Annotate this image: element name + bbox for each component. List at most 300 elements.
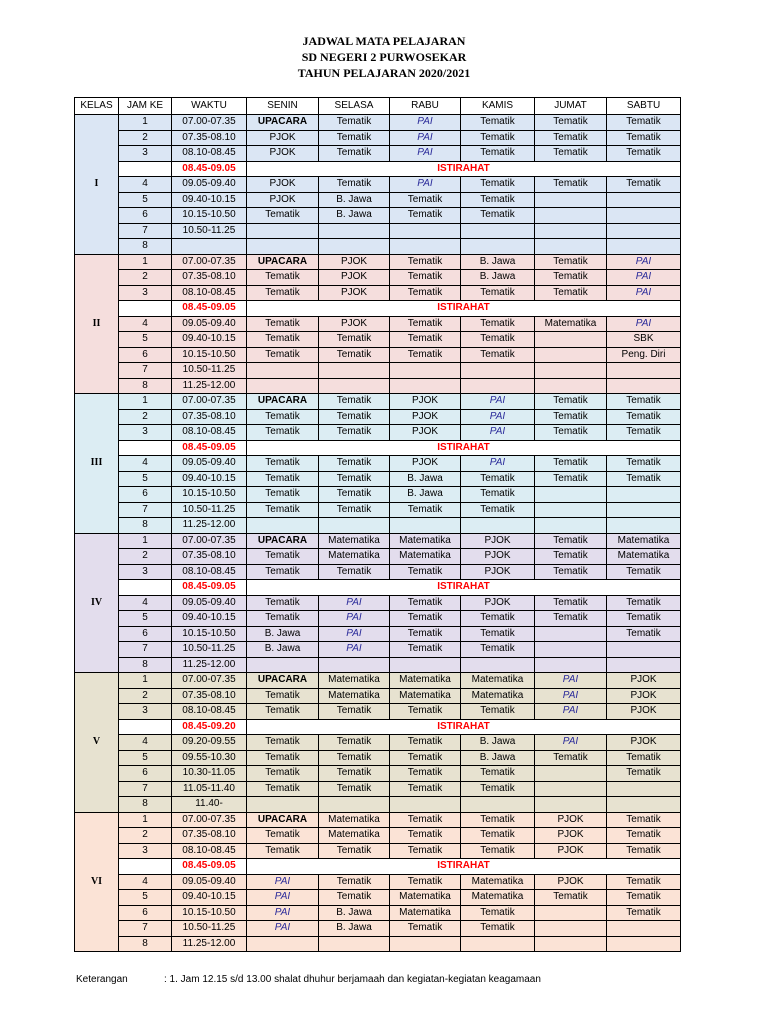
subject-cell-selasa bbox=[319, 936, 390, 952]
time-cell: 09.55-10.30 bbox=[172, 750, 247, 766]
table-row bbox=[75, 595, 681, 611]
time-cell: 07.00-07.35 bbox=[172, 812, 247, 828]
subject-cell-kamis: PJOK bbox=[461, 533, 535, 549]
time-cell: 07.00-07.35 bbox=[172, 115, 247, 131]
table-row bbox=[75, 115, 681, 131]
jam-cell: 7 bbox=[119, 781, 172, 797]
subject-cell-selasa: B. Jawa bbox=[319, 905, 390, 921]
jam-cell: 6 bbox=[119, 626, 172, 642]
subject-cell-rabu: PAI bbox=[390, 146, 461, 162]
subject-cell-rabu: PJOK bbox=[390, 456, 461, 472]
time-cell: 10.30-11.05 bbox=[172, 766, 247, 782]
jam-cell: 4 bbox=[119, 735, 172, 751]
subject-cell-kamis bbox=[461, 936, 535, 952]
header-row bbox=[75, 98, 681, 115]
title-line-1: JADWAL MATA PELAJARAN bbox=[302, 34, 466, 48]
subject-cell-kamis: Tematik bbox=[461, 115, 535, 131]
subject-cell-senin: Tematik bbox=[247, 688, 319, 704]
jam-cell: 4 bbox=[119, 177, 172, 193]
subject-cell-rabu: Tematik bbox=[390, 874, 461, 890]
subject-cell-kamis: Tematik bbox=[461, 921, 535, 937]
subject-cell-selasa: Tematik bbox=[319, 394, 390, 410]
subject-cell-kamis: PAI bbox=[461, 394, 535, 410]
table-row bbox=[75, 797, 681, 813]
subject-cell-rabu: Matematika bbox=[390, 688, 461, 704]
table-row bbox=[75, 456, 681, 472]
break-label: ISTIRAHAT bbox=[247, 440, 681, 456]
subject-cell-selasa: Tematik bbox=[319, 130, 390, 146]
break-time: 08.45-09.05 bbox=[172, 301, 247, 317]
time-cell: 07.00-07.35 bbox=[172, 673, 247, 689]
subject-cell-kamis: Tematik bbox=[461, 812, 535, 828]
subject-cell-sabtu: PAI bbox=[607, 270, 681, 286]
subject-cell-senin bbox=[247, 657, 319, 673]
subject-cell-senin bbox=[247, 797, 319, 813]
subject-cell-senin: Tematik bbox=[247, 285, 319, 301]
jam-cell: 3 bbox=[119, 704, 172, 720]
subject-cell-senin: PJOK bbox=[247, 146, 319, 162]
break-time: 08.45-09.20 bbox=[172, 719, 247, 735]
time-cell: 10.50-11.25 bbox=[172, 502, 247, 518]
subject-cell-jumat: Matematika bbox=[535, 316, 607, 332]
subject-cell-senin: UPACARA bbox=[247, 533, 319, 549]
table-row bbox=[75, 812, 681, 828]
jam-cell: 5 bbox=[119, 192, 172, 208]
subject-cell-rabu: Matematika bbox=[390, 673, 461, 689]
subject-cell-kamis: Tematik bbox=[461, 208, 535, 224]
jam-cell: 7 bbox=[119, 642, 172, 658]
subject-cell-selasa: Matematika bbox=[319, 688, 390, 704]
table-row bbox=[75, 332, 681, 348]
time-cell: 10.15-10.50 bbox=[172, 208, 247, 224]
subject-cell-jumat: Tematik bbox=[535, 409, 607, 425]
subject-cell-selasa: Matematika bbox=[319, 549, 390, 565]
break-time: 08.45-09.05 bbox=[172, 580, 247, 596]
subject-cell-sabtu bbox=[607, 363, 681, 379]
subject-cell-senin: Tematik bbox=[247, 487, 319, 503]
break-row bbox=[75, 440, 681, 456]
schedule-body bbox=[75, 115, 681, 952]
subject-cell-rabu: Tematik bbox=[390, 921, 461, 937]
jam-cell bbox=[119, 580, 172, 596]
subject-cell-jumat: Tematik bbox=[535, 533, 607, 549]
table-row bbox=[75, 177, 681, 193]
time-cell: 07.35-08.10 bbox=[172, 688, 247, 704]
time-cell: 07.00-07.35 bbox=[172, 533, 247, 549]
subject-cell-jumat: PAI bbox=[535, 735, 607, 751]
subject-cell-selasa: PAI bbox=[319, 611, 390, 627]
subject-cell-rabu: Tematik bbox=[390, 642, 461, 658]
subject-cell-senin: Tematik bbox=[247, 781, 319, 797]
jam-cell bbox=[119, 301, 172, 317]
subject-cell-jumat bbox=[535, 626, 607, 642]
subject-cell-rabu: PAI bbox=[390, 130, 461, 146]
subject-cell-senin: PJOK bbox=[247, 192, 319, 208]
subject-cell-kamis: PJOK bbox=[461, 564, 535, 580]
subject-cell-rabu: PAI bbox=[390, 177, 461, 193]
subject-cell-selasa: PAI bbox=[319, 626, 390, 642]
subject-cell-jumat bbox=[535, 223, 607, 239]
table-row bbox=[75, 657, 681, 673]
subject-cell-sabtu: Tematik bbox=[607, 595, 681, 611]
jam-cell: 4 bbox=[119, 595, 172, 611]
subject-cell-sabtu bbox=[607, 921, 681, 937]
subject-cell-selasa: Tematik bbox=[319, 332, 390, 348]
subject-cell-jumat: Tematik bbox=[535, 285, 607, 301]
subject-cell-rabu: Tematik bbox=[390, 843, 461, 859]
table-row bbox=[75, 130, 681, 146]
table-row bbox=[75, 781, 681, 797]
time-cell: 09.40-10.15 bbox=[172, 890, 247, 906]
subject-cell-rabu: Tematik bbox=[390, 611, 461, 627]
subject-cell-senin: Tematik bbox=[247, 409, 319, 425]
subject-cell-sabtu: PJOK bbox=[607, 688, 681, 704]
jam-cell: 3 bbox=[119, 425, 172, 441]
subject-cell-sabtu: Matematika bbox=[607, 533, 681, 549]
subject-cell-sabtu bbox=[607, 936, 681, 952]
subject-cell-kamis: Tematik bbox=[461, 502, 535, 518]
subject-cell-kamis bbox=[461, 518, 535, 534]
subject-cell-rabu bbox=[390, 797, 461, 813]
subject-cell-jumat: Tematik bbox=[535, 549, 607, 565]
subject-cell-selasa: PJOK bbox=[319, 254, 390, 270]
subject-cell-selasa: PJOK bbox=[319, 316, 390, 332]
table-row bbox=[75, 564, 681, 580]
subject-cell-sabtu bbox=[607, 223, 681, 239]
subject-cell-kamis: PAI bbox=[461, 409, 535, 425]
subject-cell-rabu: Tematik bbox=[390, 332, 461, 348]
subject-cell-senin: Tematik bbox=[247, 208, 319, 224]
class-label: III bbox=[75, 394, 119, 534]
header-senin: SENIN bbox=[247, 98, 319, 115]
subject-cell-rabu: Tematik bbox=[390, 735, 461, 751]
time-cell: 10.50-11.25 bbox=[172, 363, 247, 379]
subject-cell-selasa: Matematika bbox=[319, 828, 390, 844]
subject-cell-sabtu: Tematik bbox=[607, 409, 681, 425]
subject-cell-selasa: Tematik bbox=[319, 704, 390, 720]
table-row bbox=[75, 750, 681, 766]
subject-cell-kamis: Tematik bbox=[461, 781, 535, 797]
subject-cell-jumat: Tematik bbox=[535, 130, 607, 146]
jam-cell: 6 bbox=[119, 347, 172, 363]
subject-cell-rabu: Tematik bbox=[390, 828, 461, 844]
subject-cell-sabtu: Tematik bbox=[607, 471, 681, 487]
subject-cell-jumat bbox=[535, 642, 607, 658]
subject-cell-kamis: Tematik bbox=[461, 192, 535, 208]
jam-cell: 5 bbox=[119, 471, 172, 487]
subject-cell-rabu: Tematik bbox=[390, 192, 461, 208]
subject-cell-sabtu: PJOK bbox=[607, 735, 681, 751]
header-sabtu: SABTU bbox=[607, 98, 681, 115]
time-cell: 09.40-10.15 bbox=[172, 611, 247, 627]
subject-cell-rabu: Tematik bbox=[390, 704, 461, 720]
subject-cell-selasa: B. Jawa bbox=[319, 921, 390, 937]
break-label: ISTIRAHAT bbox=[247, 161, 681, 177]
jam-cell: 4 bbox=[119, 456, 172, 472]
subject-cell-senin: Tematik bbox=[247, 564, 319, 580]
footnote-label: Keterangan bbox=[76, 974, 128, 985]
jam-cell bbox=[119, 161, 172, 177]
subject-cell-rabu: B. Jawa bbox=[390, 471, 461, 487]
footnote-text: : 1. Jam 12.15 s/d 13.00 shalat dhuhur berjamaah dan kegiatan-kegiatan keagamaan bbox=[164, 974, 541, 985]
subject-cell-selasa: Matematika bbox=[319, 673, 390, 689]
subject-cell-sabtu bbox=[607, 642, 681, 658]
subject-cell-selasa: Tematik bbox=[319, 564, 390, 580]
table-row bbox=[75, 518, 681, 534]
jam-cell: 1 bbox=[119, 394, 172, 410]
subject-cell-selasa bbox=[319, 797, 390, 813]
subject-cell-jumat: PJOK bbox=[535, 843, 607, 859]
subject-cell-kamis: Tematik bbox=[461, 347, 535, 363]
subject-cell-sabtu bbox=[607, 518, 681, 534]
table-row bbox=[75, 409, 681, 425]
subject-cell-selasa: Matematika bbox=[319, 533, 390, 549]
class-label: VI bbox=[75, 812, 119, 952]
subject-cell-sabtu bbox=[607, 797, 681, 813]
subject-cell-senin: PAI bbox=[247, 921, 319, 937]
subject-cell-rabu bbox=[390, 518, 461, 534]
subject-cell-kamis: Tematik bbox=[461, 642, 535, 658]
table-row bbox=[75, 316, 681, 332]
time-cell: 08.10-08.45 bbox=[172, 564, 247, 580]
subject-cell-selasa bbox=[319, 518, 390, 534]
table-row bbox=[75, 905, 681, 921]
subject-cell-senin: Tematik bbox=[247, 843, 319, 859]
subject-cell-selasa: Tematik bbox=[319, 487, 390, 503]
time-cell: 09.05-09.40 bbox=[172, 456, 247, 472]
subject-cell-selasa: Tematik bbox=[319, 177, 390, 193]
subject-cell-selasa: PJOK bbox=[319, 285, 390, 301]
subject-cell-sabtu: Tematik bbox=[607, 425, 681, 441]
subject-cell-kamis bbox=[461, 223, 535, 239]
jam-cell: 3 bbox=[119, 843, 172, 859]
table-row bbox=[75, 239, 681, 255]
subject-cell-selasa: Tematik bbox=[319, 347, 390, 363]
subject-cell-kamis: PAI bbox=[461, 425, 535, 441]
subject-cell-rabu: Tematik bbox=[390, 347, 461, 363]
subject-cell-jumat: Tematik bbox=[535, 595, 607, 611]
break-label: ISTIRAHAT bbox=[247, 301, 681, 317]
subject-cell-sabtu: Tematik bbox=[607, 564, 681, 580]
header-kelas: KELAS bbox=[75, 98, 119, 115]
subject-cell-rabu: Tematik bbox=[390, 812, 461, 828]
subject-cell-jumat: Tematik bbox=[535, 611, 607, 627]
subject-cell-rabu: Tematik bbox=[390, 781, 461, 797]
table-row bbox=[75, 394, 681, 410]
subject-cell-sabtu: Tematik bbox=[607, 611, 681, 627]
subject-cell-senin bbox=[247, 223, 319, 239]
time-cell: 11.25-12.00 bbox=[172, 378, 247, 394]
subject-cell-rabu bbox=[390, 239, 461, 255]
jam-cell: 4 bbox=[119, 874, 172, 890]
subject-cell-jumat bbox=[535, 797, 607, 813]
subject-cell-senin: Tematik bbox=[247, 316, 319, 332]
subject-cell-selasa: Tematik bbox=[319, 750, 390, 766]
jam-cell: 8 bbox=[119, 378, 172, 394]
subject-cell-rabu: PJOK bbox=[390, 425, 461, 441]
table-row bbox=[75, 874, 681, 890]
subject-cell-senin: PAI bbox=[247, 874, 319, 890]
subject-cell-sabtu: SBK bbox=[607, 332, 681, 348]
subject-cell-sabtu: Tematik bbox=[607, 146, 681, 162]
jam-cell: 2 bbox=[119, 688, 172, 704]
time-cell: 11.40- bbox=[172, 797, 247, 813]
subject-cell-rabu bbox=[390, 936, 461, 952]
subject-cell-sabtu bbox=[607, 502, 681, 518]
subject-cell-rabu: Tematik bbox=[390, 626, 461, 642]
subject-cell-jumat: PJOK bbox=[535, 828, 607, 844]
subject-cell-senin: UPACARA bbox=[247, 394, 319, 410]
subject-cell-senin: Tematik bbox=[247, 347, 319, 363]
subject-cell-rabu: Tematik bbox=[390, 285, 461, 301]
subject-cell-selasa: PJOK bbox=[319, 270, 390, 286]
subject-cell-selasa: Tematik bbox=[319, 409, 390, 425]
subject-cell-senin: B. Jawa bbox=[247, 642, 319, 658]
jam-cell bbox=[119, 859, 172, 875]
jam-cell bbox=[119, 440, 172, 456]
subject-cell-jumat: Tematik bbox=[535, 394, 607, 410]
subject-cell-jumat bbox=[535, 378, 607, 394]
break-label: ISTIRAHAT bbox=[247, 719, 681, 735]
time-cell: 07.35-08.10 bbox=[172, 270, 247, 286]
subject-cell-sabtu: PJOK bbox=[607, 704, 681, 720]
subject-cell-sabtu: Tematik bbox=[607, 890, 681, 906]
class-label: II bbox=[75, 254, 119, 394]
table-row bbox=[75, 921, 681, 937]
subject-cell-senin: UPACARA bbox=[247, 115, 319, 131]
subject-cell-jumat: Tematik bbox=[535, 425, 607, 441]
subject-cell-kamis: Tematik bbox=[461, 704, 535, 720]
subject-cell-kamis bbox=[461, 363, 535, 379]
subject-cell-selasa: Tematik bbox=[319, 471, 390, 487]
subject-cell-senin: Tematik bbox=[247, 332, 319, 348]
table-row bbox=[75, 766, 681, 782]
subject-cell-jumat: Tematik bbox=[535, 471, 607, 487]
header-jumat: JUMAT bbox=[535, 98, 607, 115]
jam-cell bbox=[119, 719, 172, 735]
jam-cell: 5 bbox=[119, 890, 172, 906]
subject-cell-jumat bbox=[535, 363, 607, 379]
subject-cell-rabu: Tematik bbox=[390, 766, 461, 782]
subject-cell-rabu bbox=[390, 657, 461, 673]
time-cell: 09.40-10.15 bbox=[172, 471, 247, 487]
subject-cell-senin: PAI bbox=[247, 890, 319, 906]
subject-cell-jumat: Tematik bbox=[535, 270, 607, 286]
subject-cell-rabu: Tematik bbox=[390, 750, 461, 766]
subject-cell-selasa: Tematik bbox=[319, 456, 390, 472]
time-cell: 09.05-09.40 bbox=[172, 874, 247, 890]
subject-cell-sabtu: Tematik bbox=[607, 874, 681, 890]
subject-cell-jumat bbox=[535, 781, 607, 797]
jam-cell: 1 bbox=[119, 812, 172, 828]
table-row bbox=[75, 502, 681, 518]
table-row bbox=[75, 688, 681, 704]
subject-cell-kamis: B. Jawa bbox=[461, 750, 535, 766]
subject-cell-selasa bbox=[319, 657, 390, 673]
subject-cell-sabtu: Tematik bbox=[607, 456, 681, 472]
time-cell: 11.05-11.40 bbox=[172, 781, 247, 797]
subject-cell-jumat: Tematik bbox=[535, 115, 607, 131]
subject-cell-sabtu: Tematik bbox=[607, 115, 681, 131]
subject-cell-selasa bbox=[319, 378, 390, 394]
header-selasa: SELASA bbox=[319, 98, 390, 115]
jam-cell: 6 bbox=[119, 766, 172, 782]
jam-cell: 5 bbox=[119, 750, 172, 766]
table-row bbox=[75, 223, 681, 239]
subject-cell-sabtu: Tematik bbox=[607, 766, 681, 782]
jam-cell: 8 bbox=[119, 518, 172, 534]
table-row bbox=[75, 471, 681, 487]
subject-cell-sabtu bbox=[607, 487, 681, 503]
table-row bbox=[75, 254, 681, 270]
time-cell: 07.35-08.10 bbox=[172, 549, 247, 565]
time-cell: 11.25-12.00 bbox=[172, 518, 247, 534]
break-label: ISTIRAHAT bbox=[247, 580, 681, 596]
subject-cell-rabu: Tematik bbox=[390, 254, 461, 270]
subject-cell-senin: PAI bbox=[247, 905, 319, 921]
document-title bbox=[0, 33, 768, 81]
subject-cell-kamis: Matematika bbox=[461, 688, 535, 704]
subject-cell-rabu: Tematik bbox=[390, 564, 461, 580]
subject-cell-sabtu: PJOK bbox=[607, 673, 681, 689]
subject-cell-senin: Tematik bbox=[247, 611, 319, 627]
subject-cell-selasa: Tematik bbox=[319, 425, 390, 441]
time-cell: 07.00-07.35 bbox=[172, 254, 247, 270]
time-cell: 09.05-09.40 bbox=[172, 595, 247, 611]
jam-cell: 6 bbox=[119, 487, 172, 503]
subject-cell-sabtu: Tematik bbox=[607, 750, 681, 766]
subject-cell-kamis: Tematik bbox=[461, 316, 535, 332]
subject-cell-jumat bbox=[535, 905, 607, 921]
subject-cell-jumat: PJOK bbox=[535, 812, 607, 828]
table-row bbox=[75, 642, 681, 658]
subject-cell-selasa: Tematik bbox=[319, 890, 390, 906]
time-cell: 08.10-08.45 bbox=[172, 425, 247, 441]
subject-cell-kamis: Tematik bbox=[461, 843, 535, 859]
subject-cell-kamis: B. Jawa bbox=[461, 254, 535, 270]
subject-cell-kamis: Tematik bbox=[461, 905, 535, 921]
time-cell: 09.05-09.40 bbox=[172, 316, 247, 332]
time-cell: 09.05-09.40 bbox=[172, 177, 247, 193]
time-cell: 10.15-10.50 bbox=[172, 905, 247, 921]
subject-cell-sabtu: Tematik bbox=[607, 177, 681, 193]
jam-cell: 2 bbox=[119, 270, 172, 286]
table-row bbox=[75, 363, 681, 379]
table-row bbox=[75, 828, 681, 844]
jam-cell: 1 bbox=[119, 254, 172, 270]
break-row bbox=[75, 161, 681, 177]
table-row bbox=[75, 673, 681, 689]
subject-cell-sabtu bbox=[607, 378, 681, 394]
time-cell: 09.40-10.15 bbox=[172, 192, 247, 208]
table-row bbox=[75, 533, 681, 549]
subject-cell-senin: UPACARA bbox=[247, 812, 319, 828]
break-time: 08.45-09.05 bbox=[172, 859, 247, 875]
subject-cell-rabu: Tematik bbox=[390, 316, 461, 332]
subject-cell-sabtu bbox=[607, 208, 681, 224]
subject-cell-kamis: Tematik bbox=[461, 130, 535, 146]
subject-cell-kamis: PJOK bbox=[461, 549, 535, 565]
subject-cell-sabtu: PAI bbox=[607, 285, 681, 301]
subject-cell-selasa: Tematik bbox=[319, 146, 390, 162]
subject-cell-senin: Tematik bbox=[247, 704, 319, 720]
jam-cell: 1 bbox=[119, 533, 172, 549]
time-cell: 11.25-12.00 bbox=[172, 657, 247, 673]
subject-cell-kamis: Tematik bbox=[461, 487, 535, 503]
subject-cell-sabtu: Tematik bbox=[607, 843, 681, 859]
subject-cell-jumat bbox=[535, 239, 607, 255]
table-row bbox=[75, 890, 681, 906]
